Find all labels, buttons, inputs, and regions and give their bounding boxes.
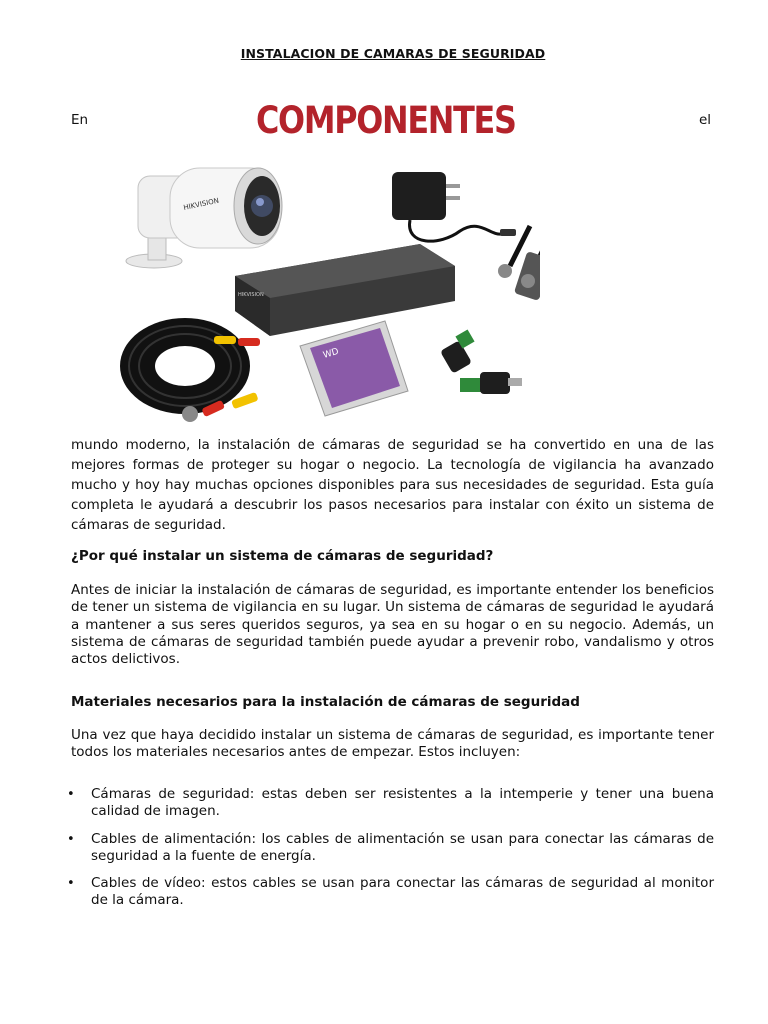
hard-drive-icon <box>300 321 408 416</box>
power-adapter-icon <box>392 172 516 241</box>
bullet-icon: • <box>67 831 75 847</box>
list-item <box>67 786 714 821</box>
coax-cable-icon <box>120 318 260 422</box>
list-item-text: Cables de alimentación: los cables de alimentación se usan para conectar las cámaras de seguridad a la fuente de energía. <box>91 830 714 864</box>
list-item-text: Cables de vídeo: estos cables se usan para conectar las cámaras de seguridad al monitor de la cámara. <box>91 875 714 909</box>
components-figure <box>110 96 540 426</box>
list-item-text: Cámaras de seguridad: estas deben ser resistentes a la intemperie y tener una buena calidad de imagen. <box>91 786 714 820</box>
hdd-brand-label: WD <box>322 346 341 361</box>
dc-connector-icon <box>440 329 522 394</box>
section2-heading: Materiales necesarios para la instalación de cámaras de seguridad <box>71 694 580 710</box>
balun-icon <box>498 226 540 308</box>
section1-paragraph: Antes de iniciar la instalación de cámaras de seguridad, es importante entender los beneficios de tener un sistema de vigilancia en su lugar. Un sistema de cámaras de seguridad le ayudará a mantener a sus seres queridos seguros, ya sea en su hogar o en su negocio. Además, un sistema de cámaras de seguridad también puede ayudar a prevenir robo, vandalismo y otros actos delictivos. <box>71 582 714 668</box>
document-title: INSTALACION DE CAMARAS DE SEGURIDAD <box>240 46 546 61</box>
dvr-brand-label: HIKVISION <box>238 292 264 298</box>
intro-paragraph: mundo moderno, la instalación de cámaras de seguridad se ha convertido en una de las mejores formas de proteger su hogar o negocio. La tecnología de vigilancia ha avanzado mucho y hoy hay muchas opciones disponibles para sus necesidades de seguridad. Esta guía completa le ayudará a descubrir los pasos necesarios para instalar con éxito un sistema de cámaras de seguridad. <box>71 437 714 533</box>
list-item <box>67 830 714 866</box>
bullet-icon: • <box>67 787 75 802</box>
components-banner: COMPONENTES <box>256 99 516 142</box>
section1-heading: ¿Por qué instalar un sistema de cámaras de seguridad? <box>71 548 494 564</box>
intro-last-word: el <box>699 112 712 128</box>
materials-list <box>67 786 714 920</box>
list-item <box>67 875 714 910</box>
camera-brand-label: HIKVISION <box>182 196 220 212</box>
bullet-icon: • <box>67 876 75 892</box>
section2-paragraph: Una vez que haya decidido instalar un sistema de cámaras de seguridad, es importante tener todos los materiales necesarios antes de empezar. Estos incluyen: <box>71 727 714 761</box>
camera-icon <box>126 168 282 268</box>
dvr-icon <box>235 244 455 336</box>
intro-first-word: En <box>71 112 89 128</box>
